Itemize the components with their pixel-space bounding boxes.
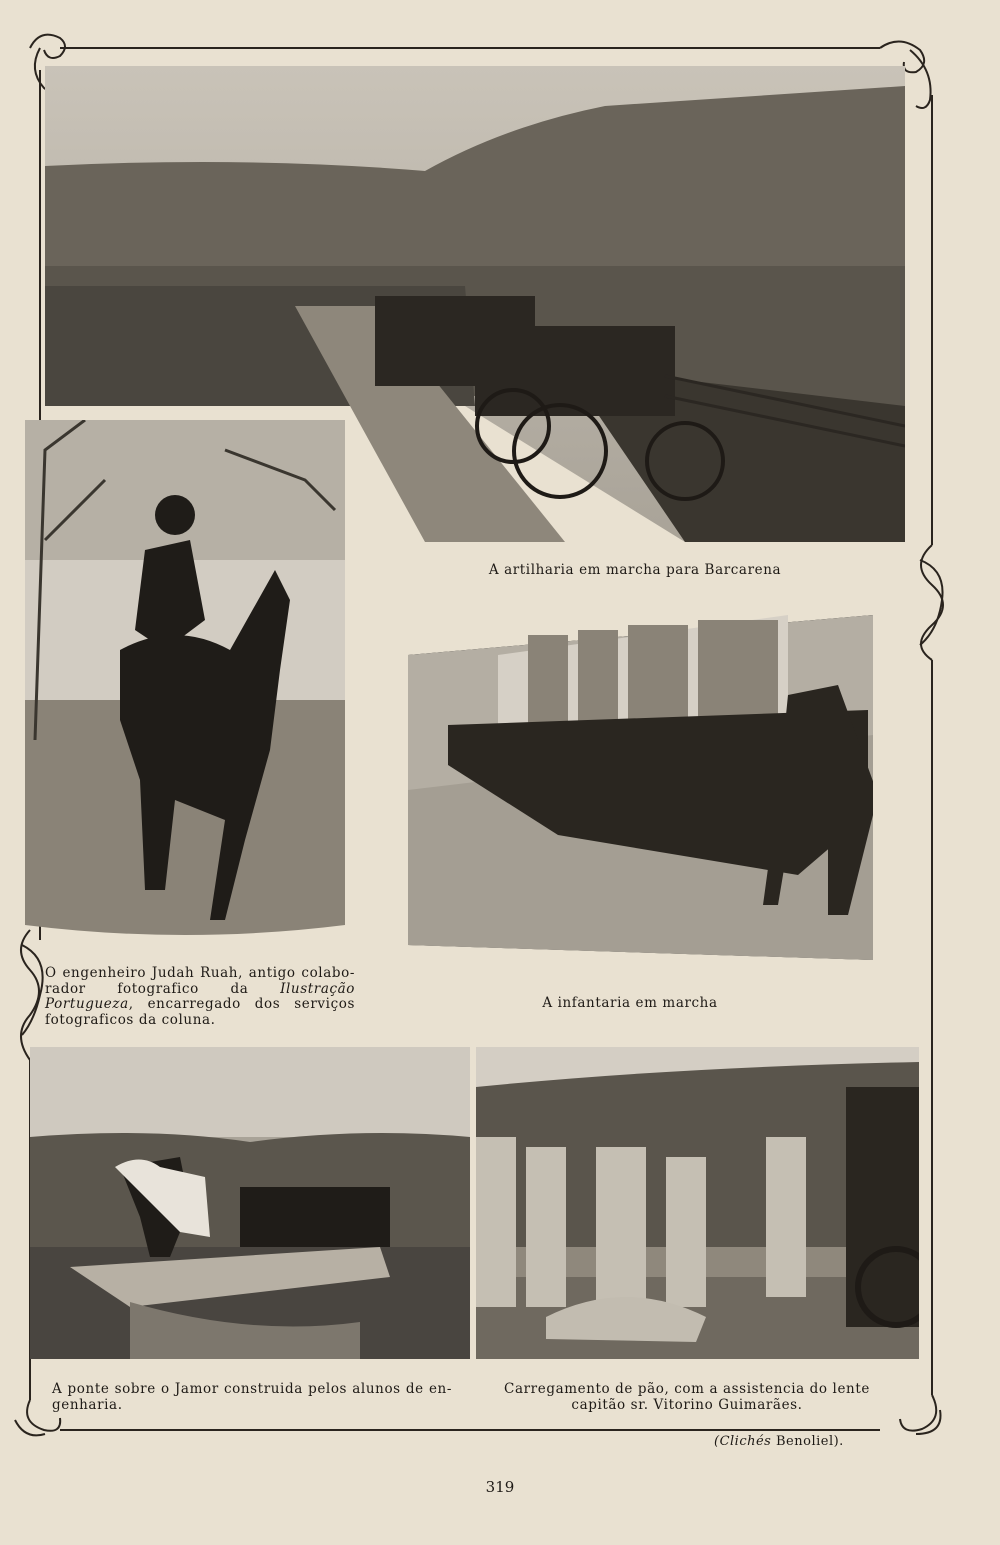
caption-bread: Carregamento de pão, com a assistencia do lente capitão sr. Vitorino Guimarães. bbox=[504, 1381, 870, 1413]
photo-credit-italic: (Clichés bbox=[714, 1434, 772, 1449]
caption-engineer-text-2: , encarregado dos serviços fotograficos da coluna. bbox=[45, 996, 355, 1028]
caption-artillery: A artilharia em marcha para Barcarena bbox=[488, 562, 782, 578]
photo-bridge-jamor bbox=[30, 1047, 470, 1359]
photo-credit bbox=[714, 1434, 844, 1449]
page-number: 319 bbox=[485, 1478, 515, 1496]
photo-bread-loading bbox=[476, 1047, 919, 1359]
caption-infantry: A infantaria em marcha bbox=[542, 995, 718, 1011]
photo-credit-name: Benoliel). bbox=[776, 1434, 844, 1449]
photo-mounted-engineer bbox=[25, 420, 345, 940]
caption-engineer-text-1: O engenheiro Judah Ruah, antigo colabo-rador fotografico da bbox=[45, 965, 355, 997]
photo-infantry-march bbox=[408, 615, 873, 965]
caption-engineer-italic: Ilustração Portugueza bbox=[45, 980, 355, 1012]
caption-engineer bbox=[45, 966, 355, 1028]
caption-bridge: A ponte sobre o Jamor construida pelos alunos de en-genharia. bbox=[52, 1381, 452, 1413]
